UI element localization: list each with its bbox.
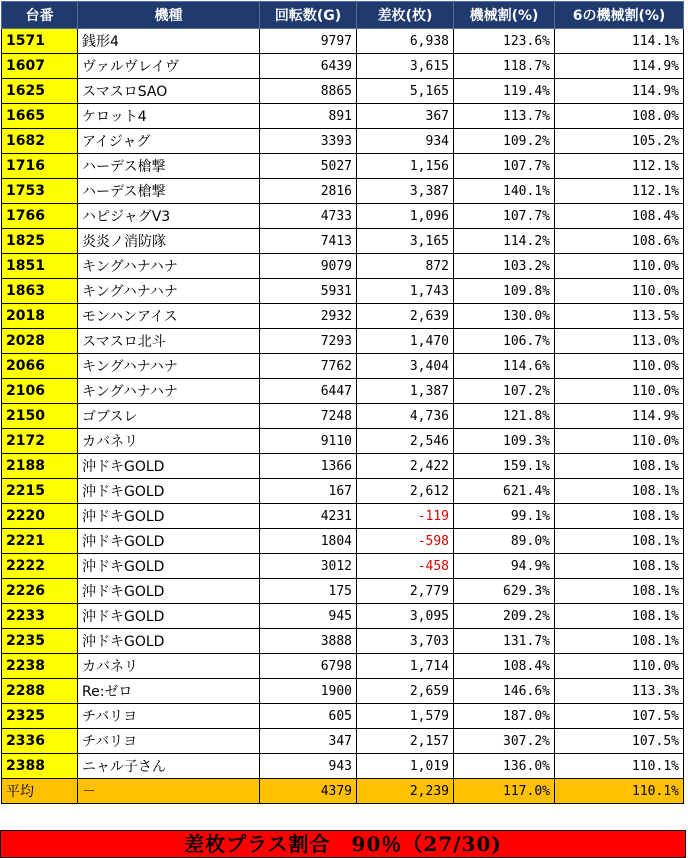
model-cell: 沖ドキGOLD — [78, 604, 260, 629]
average-row — [2, 779, 684, 804]
payout-rate-cell: 121.8% — [454, 404, 555, 429]
machine-no-cell: 1607 — [2, 54, 78, 79]
payout-rate-cell: 118.7% — [454, 54, 555, 79]
average-rate6: 110.1% — [555, 779, 684, 804]
setting6-rate-cell: 112.1% — [555, 179, 684, 204]
model-cell: キングハナハナ — [78, 379, 260, 404]
diff-cell: 1,156 — [357, 154, 454, 179]
setting6-rate-cell: 114.9% — [555, 79, 684, 104]
spins-cell: 1900 — [260, 679, 357, 704]
spins-cell: 2816 — [260, 179, 357, 204]
model-cell: チバリヨ — [78, 729, 260, 754]
setting6-rate-cell: 114.9% — [555, 404, 684, 429]
diff-cell: -598 — [357, 529, 454, 554]
diff-cell: 1,096 — [357, 204, 454, 229]
spins-cell: 167 — [260, 479, 357, 504]
setting6-rate-cell: 113.3% — [555, 679, 684, 704]
model-cell: ケロット4 — [78, 104, 260, 129]
table-row — [2, 629, 684, 654]
model-cell: キングハナハナ — [78, 254, 260, 279]
spins-cell: 943 — [260, 754, 357, 779]
spins-cell: 347 — [260, 729, 357, 754]
table-row — [2, 429, 684, 454]
diff-cell: 3,615 — [357, 54, 454, 79]
model-cell: 銭形4 — [78, 29, 260, 54]
spins-cell: 5027 — [260, 154, 357, 179]
machine-no-cell: 1625 — [2, 79, 78, 104]
results-table — [1, 1, 684, 804]
table-row — [2, 379, 684, 404]
machine-no-cell: 2325 — [2, 704, 78, 729]
payout-rate-cell: 123.6% — [454, 29, 555, 54]
model-cell: 沖ドキGOLD — [78, 554, 260, 579]
model-cell: Re:ゼロ — [78, 679, 260, 704]
machine-no-cell: 1766 — [2, 204, 78, 229]
spins-cell: 7248 — [260, 404, 357, 429]
table-row — [2, 504, 684, 529]
payout-rate-cell: 629.3% — [454, 579, 555, 604]
table-row — [2, 479, 684, 504]
payout-rate-cell: 89.0% — [454, 529, 555, 554]
diff-cell: 3,404 — [357, 354, 454, 379]
model-cell: アイジャグ — [78, 129, 260, 154]
model-cell: ヴァルヴレイヴ — [78, 54, 260, 79]
machine-no-cell: 1753 — [2, 179, 78, 204]
model-cell: カバネリ — [78, 429, 260, 454]
payout-rate-cell: 94.9% — [454, 554, 555, 579]
average-model: － — [78, 779, 260, 804]
machine-no-cell: 2388 — [2, 754, 78, 779]
table-row — [2, 179, 684, 204]
machine-no-cell: 1682 — [2, 129, 78, 154]
diff-cell: 1,743 — [357, 279, 454, 304]
setting6-rate-cell: 108.1% — [555, 504, 684, 529]
machine-no-cell: 2238 — [2, 654, 78, 679]
table-row — [2, 129, 684, 154]
spins-cell: 891 — [260, 104, 357, 129]
payout-rate-cell: 621.4% — [454, 479, 555, 504]
table-row — [2, 679, 684, 704]
diff-cell: 3,387 — [357, 179, 454, 204]
machine-no-cell: 1825 — [2, 229, 78, 254]
machine-no-cell: 2028 — [2, 329, 78, 354]
table-row — [2, 154, 684, 179]
machine-no-cell: 2066 — [2, 354, 78, 379]
spins-cell: 2932 — [260, 304, 357, 329]
setting6-rate-cell: 108.1% — [555, 454, 684, 479]
machine-no-cell: 2150 — [2, 404, 78, 429]
table-row — [2, 354, 684, 379]
diff-cell: 3,165 — [357, 229, 454, 254]
setting6-rate-cell: 110.0% — [555, 254, 684, 279]
table-row — [2, 54, 684, 79]
spins-cell: 605 — [260, 704, 357, 729]
payout-rate-cell: 209.2% — [454, 604, 555, 629]
model-cell: 沖ドキGOLD — [78, 579, 260, 604]
setting6-rate-cell: 110.1% — [555, 754, 684, 779]
payout-rate-cell: 140.1% — [454, 179, 555, 204]
machine-no-cell: 1863 — [2, 279, 78, 304]
model-cell: キングハナハナ — [78, 354, 260, 379]
spins-cell: 7293 — [260, 329, 357, 354]
spins-cell: 1366 — [260, 454, 357, 479]
spins-cell: 9110 — [260, 429, 357, 454]
setting6-rate-cell: 110.0% — [555, 429, 684, 454]
setting6-rate-cell: 108.6% — [555, 229, 684, 254]
spins-cell: 945 — [260, 604, 357, 629]
payout-rate-cell: 131.7% — [454, 629, 555, 654]
diff-cell: 6,938 — [357, 29, 454, 54]
setting6-rate-cell: 112.1% — [555, 154, 684, 179]
diff-cell: 2,157 — [357, 729, 454, 754]
diff-cell: 2,422 — [357, 454, 454, 479]
model-cell: モンハンアイス — [78, 304, 260, 329]
model-cell: ハピジャグV3 — [78, 204, 260, 229]
table-row — [2, 579, 684, 604]
setting6-rate-cell: 107.5% — [555, 729, 684, 754]
table-row — [2, 729, 684, 754]
setting6-rate-cell: 114.1% — [555, 29, 684, 54]
machine-no-cell: 2222 — [2, 554, 78, 579]
payout-rate-cell: 107.7% — [454, 154, 555, 179]
table-row — [2, 254, 684, 279]
header-diff: 差枚(枚) — [357, 2, 454, 29]
setting6-rate-cell: 110.0% — [555, 654, 684, 679]
model-cell: 沖ドキGOLD — [78, 454, 260, 479]
average-spins: 4379 — [260, 779, 357, 804]
payout-rate-cell: 103.2% — [454, 254, 555, 279]
diff-cell: 5,165 — [357, 79, 454, 104]
diff-cell: 1,579 — [357, 704, 454, 729]
spins-cell: 3393 — [260, 129, 357, 154]
header-machine-no: 台番 — [2, 2, 78, 29]
spins-cell: 6447 — [260, 379, 357, 404]
spins-cell: 4733 — [260, 204, 357, 229]
machine-no-cell: 2220 — [2, 504, 78, 529]
machine-no-cell: 2172 — [2, 429, 78, 454]
table-row — [2, 554, 684, 579]
machine-no-cell: 1665 — [2, 104, 78, 129]
header-setting6-rate: 6の機械割(%) — [555, 2, 684, 29]
payout-rate-cell: 109.8% — [454, 279, 555, 304]
payout-rate-cell: 119.4% — [454, 79, 555, 104]
spins-cell: 6439 — [260, 54, 357, 79]
setting6-rate-cell: 108.1% — [555, 629, 684, 654]
model-cell: カバネリ — [78, 654, 260, 679]
spins-cell: 4231 — [260, 504, 357, 529]
spins-cell: 7762 — [260, 354, 357, 379]
model-cell: チバリヨ — [78, 704, 260, 729]
spins-cell: 6798 — [260, 654, 357, 679]
model-cell: 沖ドキGOLD — [78, 529, 260, 554]
model-cell: ハーデス槍撃 — [78, 154, 260, 179]
payout-rate-cell: 114.2% — [454, 229, 555, 254]
setting6-rate-cell: 110.0% — [555, 279, 684, 304]
model-cell: ゴブスレ — [78, 404, 260, 429]
table-row — [2, 329, 684, 354]
machine-no-cell: 2221 — [2, 529, 78, 554]
payout-rate-cell: 146.6% — [454, 679, 555, 704]
table-row — [2, 79, 684, 104]
spins-cell: 3012 — [260, 554, 357, 579]
setting6-rate-cell: 110.0% — [555, 379, 684, 404]
payout-rate-cell: 106.7% — [454, 329, 555, 354]
setting6-rate-cell: 108.1% — [555, 579, 684, 604]
model-cell: 沖ドキGOLD — [78, 504, 260, 529]
plus-ratio-banner: 差枚プラス割合 90％（27/30) — [0, 830, 686, 858]
machine-no-cell: 2215 — [2, 479, 78, 504]
spins-cell: 3888 — [260, 629, 357, 654]
setting6-rate-cell: 110.0% — [555, 354, 684, 379]
machine-no-cell: 2336 — [2, 729, 78, 754]
machine-no-cell: 1716 — [2, 154, 78, 179]
spins-cell: 9797 — [260, 29, 357, 54]
setting6-rate-cell: 108.1% — [555, 554, 684, 579]
diff-cell: -119 — [357, 504, 454, 529]
table-row — [2, 454, 684, 479]
diff-cell: 2,659 — [357, 679, 454, 704]
setting6-rate-cell: 107.5% — [555, 704, 684, 729]
model-cell: キングハナハナ — [78, 279, 260, 304]
setting6-rate-cell: 108.0% — [555, 104, 684, 129]
spins-cell: 1804 — [260, 529, 357, 554]
diff-cell: 1,387 — [357, 379, 454, 404]
machine-no-cell: 2233 — [2, 604, 78, 629]
payout-rate-cell: 159.1% — [454, 454, 555, 479]
setting6-rate-cell: 105.2% — [555, 129, 684, 154]
payout-rate-cell: 109.3% — [454, 429, 555, 454]
diff-cell: 3,703 — [357, 629, 454, 654]
setting6-rate-cell: 113.5% — [555, 304, 684, 329]
spins-cell: 175 — [260, 579, 357, 604]
setting6-rate-cell: 108.1% — [555, 529, 684, 554]
setting6-rate-cell: 108.1% — [555, 604, 684, 629]
table-row — [2, 704, 684, 729]
diff-cell: 2,779 — [357, 579, 454, 604]
machine-no-cell: 2188 — [2, 454, 78, 479]
diff-cell: 1,714 — [357, 654, 454, 679]
payout-rate-cell: 99.1% — [454, 504, 555, 529]
payout-rate-cell: 109.2% — [454, 129, 555, 154]
average-rate: 117.0% — [454, 779, 555, 804]
spins-cell: 8865 — [260, 79, 357, 104]
model-cell: 沖ドキGOLD — [78, 629, 260, 654]
machine-no-cell: 2018 — [2, 304, 78, 329]
table-row — [2, 229, 684, 254]
machine-no-cell: 2235 — [2, 629, 78, 654]
diff-cell: 1,470 — [357, 329, 454, 354]
setting6-rate-cell: 108.1% — [555, 479, 684, 504]
payout-rate-cell: 107.7% — [454, 204, 555, 229]
payout-rate-cell: 107.2% — [454, 379, 555, 404]
payout-rate-cell: 113.7% — [454, 104, 555, 129]
payout-rate-cell: 136.0% — [454, 754, 555, 779]
table-row — [2, 529, 684, 554]
table-row — [2, 204, 684, 229]
model-cell: 沖ドキGOLD — [78, 479, 260, 504]
model-cell: スマスロ北斗 — [78, 329, 260, 354]
header-payout-rate: 機械割(%) — [454, 2, 555, 29]
diff-cell: 4,736 — [357, 404, 454, 429]
table-row — [2, 29, 684, 54]
spins-cell: 7413 — [260, 229, 357, 254]
average-diff: 2,239 — [357, 779, 454, 804]
diff-cell: 2,612 — [357, 479, 454, 504]
machine-no-cell: 1571 — [2, 29, 78, 54]
model-cell: 炎炎ノ消防隊 — [78, 229, 260, 254]
table-row — [2, 404, 684, 429]
payout-rate-cell: 187.0% — [454, 704, 555, 729]
average-label: 平均 — [2, 779, 78, 804]
machine-no-cell: 1851 — [2, 254, 78, 279]
table-row — [2, 104, 684, 129]
diff-cell: 2,546 — [357, 429, 454, 454]
machine-no-cell: 2106 — [2, 379, 78, 404]
diff-cell: 3,095 — [357, 604, 454, 629]
table-row — [2, 279, 684, 304]
diff-cell: 2,639 — [357, 304, 454, 329]
diff-cell: 872 — [357, 254, 454, 279]
diff-cell: 934 — [357, 129, 454, 154]
setting6-rate-cell: 114.9% — [555, 54, 684, 79]
table-row — [2, 754, 684, 779]
diff-cell: 367 — [357, 104, 454, 129]
table-row — [2, 304, 684, 329]
setting6-rate-cell: 108.4% — [555, 204, 684, 229]
spins-cell: 5931 — [260, 279, 357, 304]
model-cell: ハーデス槍撃 — [78, 179, 260, 204]
model-cell: ニャル子さん — [78, 754, 260, 779]
diff-cell: 1,019 — [357, 754, 454, 779]
header-spins: 回転数(G) — [260, 2, 357, 29]
spins-cell: 9079 — [260, 254, 357, 279]
model-cell: スマスロSAO — [78, 79, 260, 104]
payout-rate-cell: 130.0% — [454, 304, 555, 329]
payout-rate-cell: 114.6% — [454, 354, 555, 379]
header-row — [2, 2, 684, 29]
payout-rate-cell: 108.4% — [454, 654, 555, 679]
machine-no-cell: 2226 — [2, 579, 78, 604]
table-row — [2, 604, 684, 629]
table-row — [2, 654, 684, 679]
diff-cell: -458 — [357, 554, 454, 579]
machine-no-cell: 2288 — [2, 679, 78, 704]
setting6-rate-cell: 113.0% — [555, 329, 684, 354]
payout-rate-cell: 307.2% — [454, 729, 555, 754]
header-model: 機種 — [78, 2, 260, 29]
